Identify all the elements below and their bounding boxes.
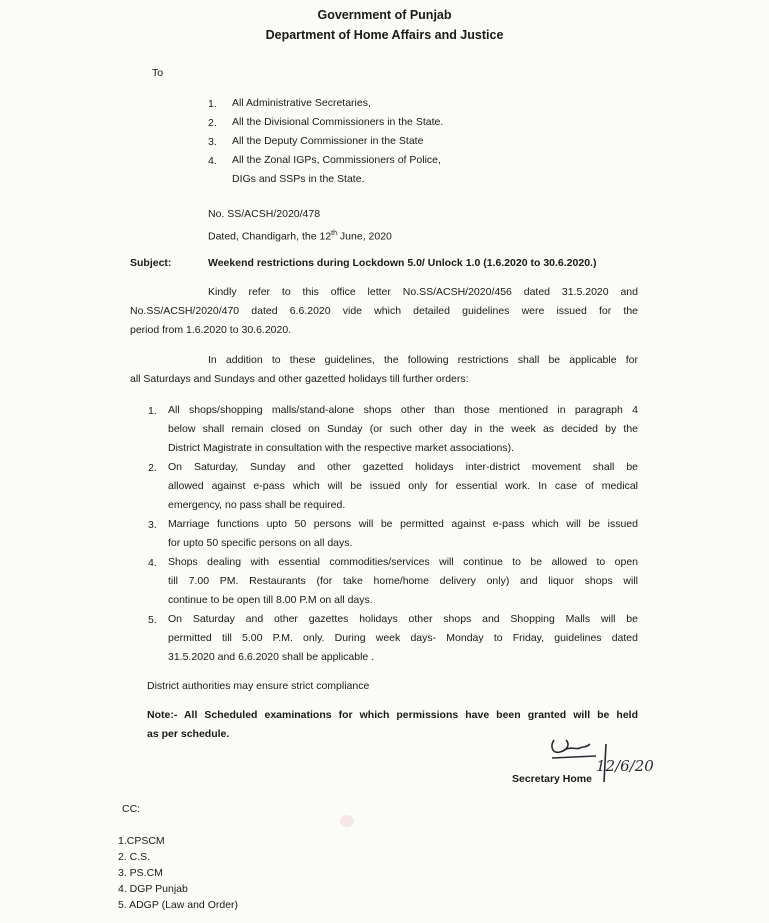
- ink-smudge: [340, 815, 354, 827]
- restriction-number: 1.: [148, 405, 157, 417]
- recipient-item-continuation: DIGs and SSPs in the State.: [232, 173, 365, 185]
- compliance-line: District authorities may ensure strict compliance: [147, 680, 370, 692]
- recipient-item: All the Deputy Commissioner in the State: [232, 135, 424, 147]
- to-label: To: [152, 67, 164, 79]
- restriction-line: continue to be open till 8.00 P.M on all days.: [168, 594, 373, 606]
- restriction-line: emergency, no pass shall be required.: [168, 499, 346, 511]
- cc-item: 1.CPSCM: [118, 835, 165, 847]
- restriction-number: 3.: [148, 519, 157, 531]
- subject-label: Subject:: [130, 257, 172, 269]
- paragraph-line: Kindly refer to this office letter No.SS/ACSH/2020/456 dated 31.5.2020 and: [208, 286, 638, 298]
- cc-item: 5. ADGP (Law and Order): [118, 899, 239, 911]
- recipient-number: 1.: [208, 98, 217, 110]
- signature-date: 12/6/20: [596, 757, 654, 775]
- dated-prefix: Dated, Chandigarh, the 12: [208, 230, 332, 243]
- reference-number: No. SS/ACSH/2020/478: [208, 208, 321, 220]
- signature-title: Secretary Home: [512, 773, 592, 785]
- cc-item: 3. PS.CM: [118, 867, 163, 879]
- note-line: Note:- All Scheduled examinations for which permissions have been granted will be held: [147, 709, 638, 721]
- paragraph-line: all Saturdays and Sundays and other gazetted holidays till further orders:: [130, 373, 469, 385]
- restriction-line: allowed against e-pass which will be issued only for essential work. In case of medical: [168, 480, 638, 492]
- recipient-item: All the Divisional Commissioners in the State.: [232, 116, 444, 128]
- dated-suffix: June, 2020: [337, 230, 392, 243]
- recipient-item: All Administrative Secretaries,: [232, 97, 371, 109]
- restriction-line: 31.5.2020 and 6.6.2020 shall be applicable .: [168, 651, 375, 663]
- subject-text: Weekend restrictions during Lockdown 5.0/ Unlock 1.0 (1.6.2020 to 30.6.2020.): [208, 257, 597, 269]
- restriction-line: below shall remain closed on Sunday (or such other day in the week as decided by the: [168, 423, 638, 435]
- letterhead-department: Department of Home Affairs and Justice: [265, 28, 504, 42]
- paragraph-line: period from 1.6.2020 to 30.6.2020.: [130, 324, 292, 336]
- restriction-number: 5.: [148, 614, 157, 626]
- restriction-line: Shops dealing with essential commodities/services will continue to be allowed to open: [168, 556, 638, 568]
- note-line: as per schedule.: [147, 728, 230, 740]
- paragraph-line: No.SS/ACSH/2020/470 dated 6.6.2020 vide which detailed guidelines were issued for the: [130, 305, 638, 317]
- restriction-number: 4.: [148, 557, 157, 569]
- recipient-item: All the Zonal IGPs, Commissioners of Police,: [232, 154, 441, 166]
- recipient-number: 4.: [208, 155, 217, 167]
- restriction-line: On Saturday, Sunday and other gazetted holidays inter-district movement shall be: [168, 461, 638, 473]
- cc-label: CC:: [122, 803, 141, 815]
- cc-item: 4. DGP Punjab: [118, 883, 188, 895]
- cc-item: 2. C.S.: [118, 851, 151, 863]
- recipient-number: 2.: [208, 117, 217, 129]
- letterhead-government: Government of Punjab: [317, 8, 452, 22]
- dated-ordinal: th: [331, 230, 338, 237]
- restriction-line: All shops/shopping malls/stand-alone shops other than those mentioned in paragraph 4: [168, 404, 638, 416]
- recipient-number: 3.: [208, 136, 217, 148]
- paragraph-line: In addition to these guidelines, the following restrictions shall be applicable for: [208, 354, 638, 366]
- restriction-line: District Magistrate in consultation with the respective market associations).: [168, 442, 515, 454]
- restriction-line: On Saturday and other gazettes holidays other shops and Shopping Malls will be: [168, 613, 638, 625]
- restriction-line: permitted till 5.00 P.M. only. During week days- Monday to Friday, guidelines dated: [168, 632, 638, 644]
- restriction-line: Marriage functions upto 50 persons will be permitted against e-pass which will be issued: [168, 518, 638, 530]
- restriction-line: till 7.00 PM. Restaurants (for take home/home delivery only) and liquor shops will: [168, 575, 638, 587]
- restriction-number: 2.: [148, 462, 157, 474]
- restriction-line: for upto 50 specific persons on all days.: [168, 537, 353, 549]
- dated-line: [208, 224, 392, 247]
